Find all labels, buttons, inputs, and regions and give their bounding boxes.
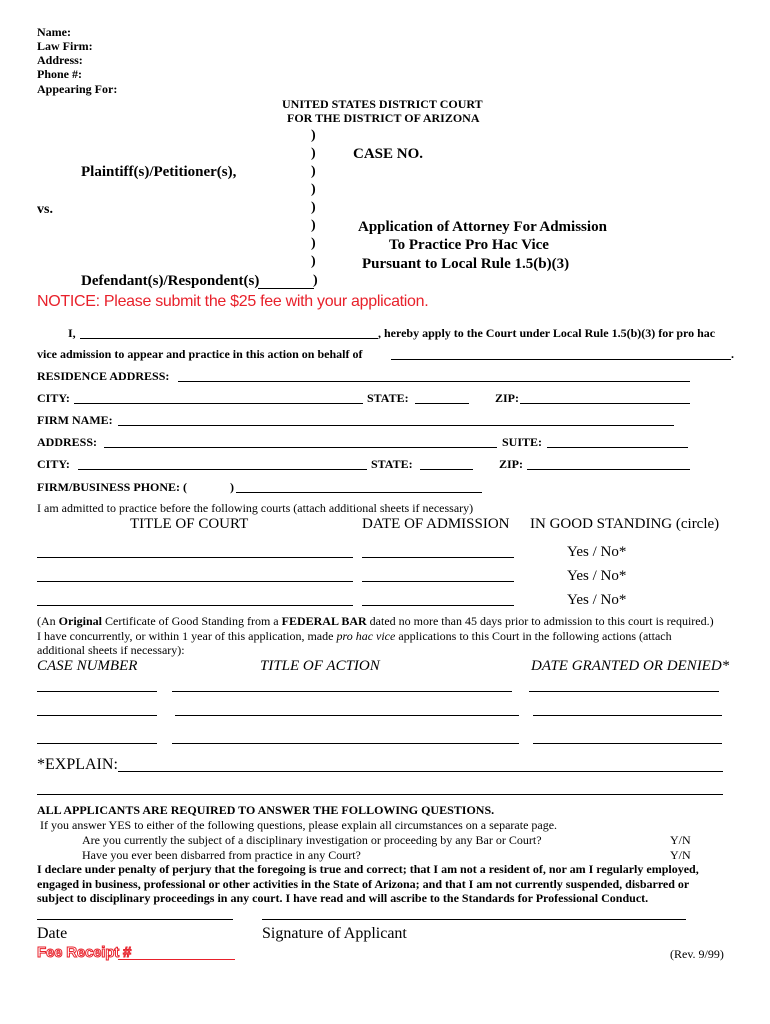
residence-address-field[interactable] (178, 381, 690, 382)
firm-address-field[interactable] (104, 447, 497, 448)
residence-city-field[interactable] (74, 403, 363, 404)
case-number-label: CASE NO. (353, 146, 424, 162)
signature-label: Signature of Applicant (262, 925, 407, 942)
admission-date-field-1[interactable] (362, 557, 514, 558)
defendant-underline (258, 288, 314, 289)
admission-date-field-2[interactable] (362, 581, 514, 582)
firm-state-field[interactable] (420, 469, 473, 470)
date-granted-field-3[interactable] (533, 743, 722, 744)
case-number-header: CASE NUMBER (37, 658, 138, 674)
question-1: Are you currently the subject of a disciplinary investigation or proceeding by any Bar or Court? (82, 833, 542, 847)
question-2-answer[interactable]: Y/N (670, 848, 691, 862)
fee-receipt-label: Fee Receipt # (37, 944, 132, 961)
zip-label: ZIP: (495, 391, 519, 405)
application-title-line2: To Practice Pro Hac Vice (389, 237, 549, 253)
concurrent-text-line2: additional sheets if necessary): (37, 643, 185, 657)
phone-label: Phone #: (37, 67, 82, 81)
certificate-note: (An Original Certificate of Good Standing from a FEDERAL BAR dated no more than 45 days prior to admission to this court is required.) (37, 614, 714, 628)
date-label: Date (37, 925, 68, 942)
caption-paren: ) (311, 164, 316, 179)
appearing-for-label: Appearing For: (37, 82, 118, 96)
question-2: Have you ever been disbarred from practice in any Court? (82, 848, 361, 862)
firm-phone-label: FIRM/BUSINESS PHONE: ( (37, 480, 188, 494)
court-district: FOR THE DISTRICT OF ARIZONA (287, 111, 480, 125)
caption-paren: ) (311, 200, 316, 215)
state-label: STATE: (367, 391, 409, 405)
residence-address-label: RESIDENCE ADDRESS: (37, 369, 170, 383)
fee-receipt-field[interactable] (118, 959, 235, 960)
caption-paren: ) (311, 218, 316, 233)
firm-city-label: CITY: (37, 457, 70, 471)
explain-field-line2[interactable] (37, 794, 723, 795)
caption-paren: ) (311, 128, 316, 143)
action-title-field-1[interactable] (172, 691, 512, 692)
apply-text: , hereby apply to the Court under Local Rule 1.5(b)(3) for pro hac (378, 326, 716, 340)
firm-zip-field[interactable] (527, 469, 690, 470)
firm-city-field[interactable] (78, 469, 367, 470)
declaration-line3: subject to disciplinary proceedings in any court. I have read and will ascribe to the Standards for Professional Conduct. (37, 891, 649, 905)
city-label: CITY: (37, 391, 70, 405)
concurrent-text-line1: I have concurrently, or within 1 year of this application, made pro hac vice applications to this Court in the following actions (attach (37, 629, 672, 643)
court-name: UNITED STATES DISTRICT COURT (282, 97, 483, 111)
caption-paren-last: ) (313, 273, 318, 288)
case-number-field-2[interactable] (37, 715, 157, 716)
explain-label: *EXPLAIN: (37, 756, 118, 773)
good-standing-header: IN GOOD STANDING (circle) (530, 516, 720, 532)
address-label: Address: (37, 53, 83, 67)
date-granted-header: DATE GRANTED OR DENIED* (531, 658, 730, 674)
revision-label: (Rev. 9/99) (670, 947, 724, 961)
versus-label: vs. (37, 202, 53, 217)
application-title-line1: Application of Attorney For Admission (358, 219, 607, 235)
residence-state-field[interactable] (415, 403, 469, 404)
action-title-field-2[interactable] (175, 715, 519, 716)
questions-heading: ALL APPLICANTS ARE REQUIRED TO ANSWER THE FOLLOWING QUESTIONS. (37, 803, 495, 817)
phone-paren-close: ) (230, 480, 234, 494)
caption-paren: ) (311, 182, 316, 197)
title-of-action-header: TITLE OF ACTION (260, 658, 380, 674)
caption-paren: ) (311, 254, 316, 269)
suite-field[interactable] (547, 447, 688, 448)
case-number-field-1[interactable] (37, 691, 157, 692)
applicant-signature-field[interactable] (262, 919, 686, 920)
action-title-field-3[interactable] (172, 743, 519, 744)
firm-state-label: STATE: (371, 457, 413, 471)
title-of-court-header: TITLE OF COURT (130, 516, 249, 532)
fee-notice: NOTICE: Please submit the $25 fee with your application. (37, 293, 429, 310)
good-standing-choice-2[interactable]: Yes / No* (567, 568, 627, 584)
residence-zip-field[interactable] (520, 403, 690, 404)
law-firm-label: Law Firm: (37, 39, 93, 53)
questions-intro: If you answer YES to either of the following questions, please explain all circumstances on a separate page. (40, 818, 558, 832)
declaration-line2: engaged in business, professional or other activities in the State of Arizona; and that I am not currently suspended, disbarred or (37, 877, 690, 891)
declaration-line1: I declare under penalty of perjury that the foregoing is true and correct; that I am not a resident of, nor am I regularly employed, (37, 862, 699, 876)
application-title-line3: Pursuant to Local Rule 1.5(b)(3) (362, 256, 570, 272)
behalf-text: vice admission to appear and practice in this action on behalf of (37, 347, 363, 361)
explain-field-line1[interactable] (118, 771, 723, 772)
behalf-period: . (731, 347, 734, 361)
firm-address-label: ADDRESS: (37, 435, 98, 449)
admission-date-field-3[interactable] (362, 605, 514, 606)
defendant-label: Defendant(s)/Respondent(s) (81, 273, 260, 289)
courts-intro: I am admitted to practice before the following courts (attach additional sheets if necessary) (37, 501, 474, 515)
date-granted-field-2[interactable] (533, 715, 722, 716)
court-title-field-1[interactable] (37, 557, 353, 558)
good-standing-choice-3[interactable]: Yes / No* (567, 592, 627, 608)
good-standing-choice-1[interactable]: Yes / No* (567, 544, 627, 560)
firm-zip-label: ZIP: (499, 457, 523, 471)
i-prefix: I, (68, 326, 76, 340)
name-label: Name: (37, 25, 71, 39)
caption-paren: ) (311, 236, 316, 251)
firm-name-field[interactable] (118, 425, 674, 426)
case-number-field-3[interactable] (37, 743, 157, 744)
behalf-of-field[interactable] (391, 359, 731, 360)
date-granted-field-1[interactable] (529, 691, 719, 692)
suite-label: SUITE: (502, 435, 543, 449)
firm-phone-field[interactable] (236, 492, 482, 493)
attorney-name-field[interactable] (80, 338, 378, 339)
caption-paren: ) (311, 146, 316, 161)
date-of-admission-header: DATE OF ADMISSION (362, 516, 510, 532)
date-signature-field[interactable] (37, 919, 233, 920)
question-1-answer[interactable]: Y/N (670, 833, 691, 847)
firm-name-label: FIRM NAME: (37, 413, 113, 427)
court-title-field-2[interactable] (37, 581, 353, 582)
plaintiff-label: Plaintiff(s)/Petitioner(s), (81, 164, 237, 180)
court-title-field-3[interactable] (37, 605, 353, 606)
